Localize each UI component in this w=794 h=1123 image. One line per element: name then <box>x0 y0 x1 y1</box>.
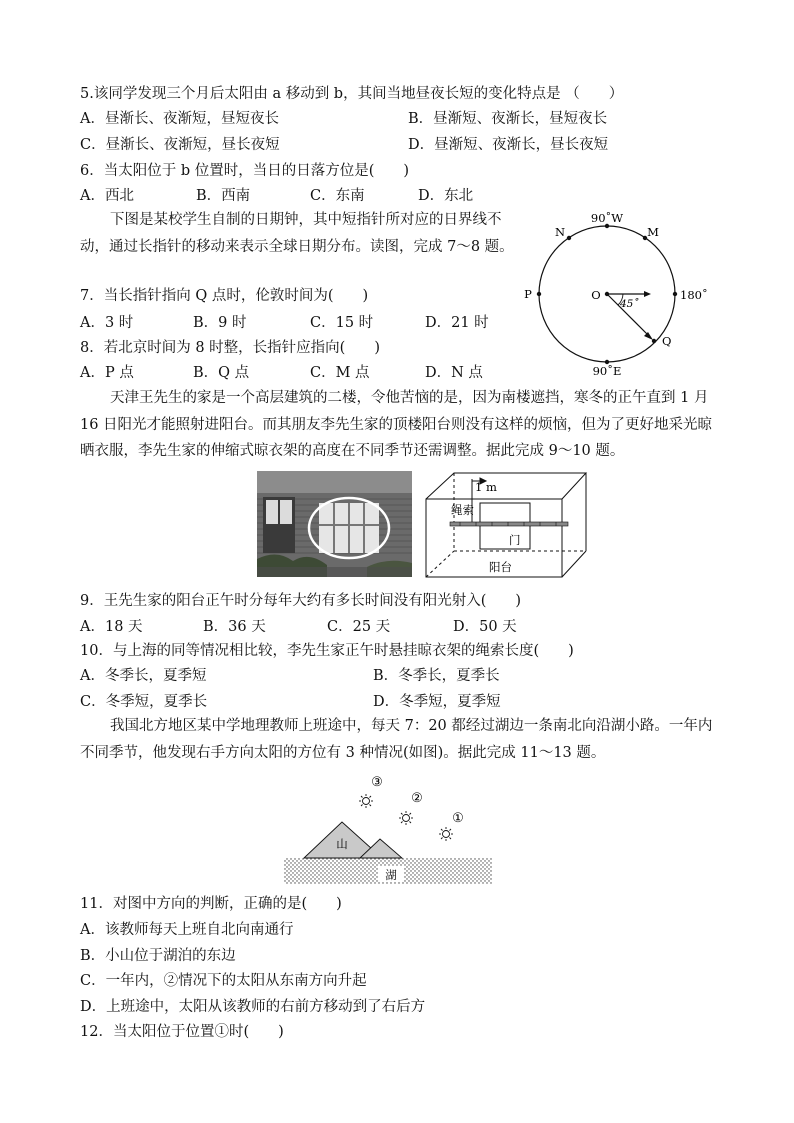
q5-stem: 5.该同学发现三个月后太阳由 a 移动到 b，其间当地昼夜长短的变化特点是 （ ） <box>80 86 624 102</box>
q10-option-b: B．冬季长，夏季长 <box>373 668 500 684</box>
sun-3-label: ③ <box>371 775 383 790</box>
q6-stem: 6．当太阳位于 b 位置时，当日的日落方位是( ) <box>80 163 410 179</box>
mountain-label: 山 <box>336 837 348 851</box>
q9-stem: 9．王先生家的阳台正午时分每年大约有多长时间没有阳光射入( ) <box>80 593 522 609</box>
label-m: M <box>647 225 659 239</box>
q6-option-d: D．东北 <box>418 188 474 204</box>
q10-stem: 10．与上海的同等情况相比较，李先生家正午时悬挂晾衣架的绳索长度( ) <box>80 643 574 659</box>
label-o: O <box>591 288 601 302</box>
sun-position-figure <box>282 770 494 886</box>
q6-option-a: A．西北 <box>80 188 134 204</box>
intro-7-8: 下图是某校学生自制的日期钟，其中短指针所对应的日界线不动，通过长指针的移动来表示全球日期分布。读图，完成 7～8 题。 <box>80 212 514 255</box>
q11-option-a: A．该教师每天上班自北向南通行 <box>80 922 294 938</box>
q8-option-d: D．N 点 <box>425 365 483 381</box>
q8-option-a: A．P 点 <box>80 365 134 381</box>
intro-11-13: 我国北方地区某中学地理教师上班途中，每天 7：20 都经过湖边一条南北向沿湖小路。一年内不同季节，他发现右手方向太阳的方位有 3 种情况(如图)。据此完成 11～13 题。 <box>80 718 713 761</box>
q7-stem: 7．当长指针指向 Q 点时，伦敦时间为( ) <box>80 288 369 304</box>
sun-1-label: ① <box>452 811 464 826</box>
label-door: 门 <box>509 533 521 547</box>
clock-dot-n <box>567 236 571 240</box>
q7-option-d: D．21 时 <box>425 315 489 331</box>
sun-icon-2 <box>399 811 413 825</box>
label-90w: 90˚W <box>590 211 624 225</box>
long-hand-arrow <box>644 332 653 340</box>
clock-dot-right <box>673 292 677 296</box>
clock-dot-left <box>537 292 541 296</box>
sun-icon-1 <box>439 827 453 841</box>
q7-option-b: B．9 时 <box>193 315 247 331</box>
q8-option-c: C．M 点 <box>310 365 370 381</box>
q10-option-d: D．冬季短，夏季短 <box>373 694 501 710</box>
sun-icon-3 <box>359 794 373 808</box>
q9-option-b: B．36 天 <box>203 619 266 635</box>
label-p: P <box>524 287 532 301</box>
q8-option-b: B．Q 点 <box>193 365 250 381</box>
q6-option-c: C．东南 <box>310 188 365 204</box>
label-rope: 绳索 <box>451 503 474 517</box>
date-clock-figure <box>510 206 730 376</box>
q5-option-c: C．昼渐长、夜渐短，昼长夜短 <box>80 137 280 153</box>
label-q: Q <box>662 334 672 348</box>
label-180: 180˚ <box>680 288 708 302</box>
short-hand-arrow <box>644 291 651 297</box>
q9-option-c: C．25 天 <box>327 619 391 635</box>
q5-option-a: A．昼渐长、夜渐短，昼短夜长 <box>80 111 279 127</box>
lake-label: 湖 <box>385 868 397 882</box>
intro-9-10: 天津王先生的家是一个高层建筑的二楼，令他苦恼的是，因为南楼遮挡，寒冬的正午直到 1 月 16 日阳光才能照射进阳台。而其朋友李先生家的顶楼阳台则没有这样的烦恼，但为了更好地采光晾晒衣服，李先生家的伸缩式晾衣架的高度在不同季节还需调整。据此完成 9～10 题。 <box>80 390 713 459</box>
drying-rack-bar <box>450 522 568 526</box>
label-1m: 1 m <box>475 480 497 494</box>
q8-stem: 8．若北京时间为 8 时整，长指针应指向( ) <box>80 340 380 356</box>
sun-2-label: ② <box>411 791 423 806</box>
balcony-diagram <box>420 471 592 579</box>
q11-option-d: D．上班途中，太阳从该教师的右前方移动到了右后方 <box>80 999 426 1015</box>
q5-option-b: B．昼渐短、夜渐长，昼短夜长 <box>408 111 608 127</box>
q11-option-c: C．一年内，②情况下的太阳从东南方向升起 <box>80 973 367 989</box>
q7-option-a: A．3 时 <box>80 315 134 331</box>
q10-option-a: A．冬季长，夏季短 <box>80 668 207 684</box>
q9-option-d: D．50 天 <box>453 619 517 635</box>
balcony-photo <box>257 471 412 577</box>
label-n: N <box>554 225 566 239</box>
q11-stem: 11．对图中方向的判断，正确的是( ) <box>80 896 342 912</box>
label-balcony: 阳台 <box>489 560 512 574</box>
q9-option-a: A．18 天 <box>80 619 143 635</box>
q7-option-c: C．15 时 <box>310 315 374 331</box>
label-45: 45˚ <box>620 298 639 310</box>
q5-option-d: D．昼渐短、夜渐长，昼长夜短 <box>408 137 609 153</box>
label-90e: 90˚E <box>592 364 622 376</box>
q11-option-b: B．小山位于湖泊的东边 <box>80 948 236 964</box>
q6-option-b: B．西南 <box>196 188 251 204</box>
q12-stem: 12．当太阳位于位置①时( ) <box>80 1024 284 1040</box>
q10-option-c: C．冬季短，夏季长 <box>80 694 208 710</box>
